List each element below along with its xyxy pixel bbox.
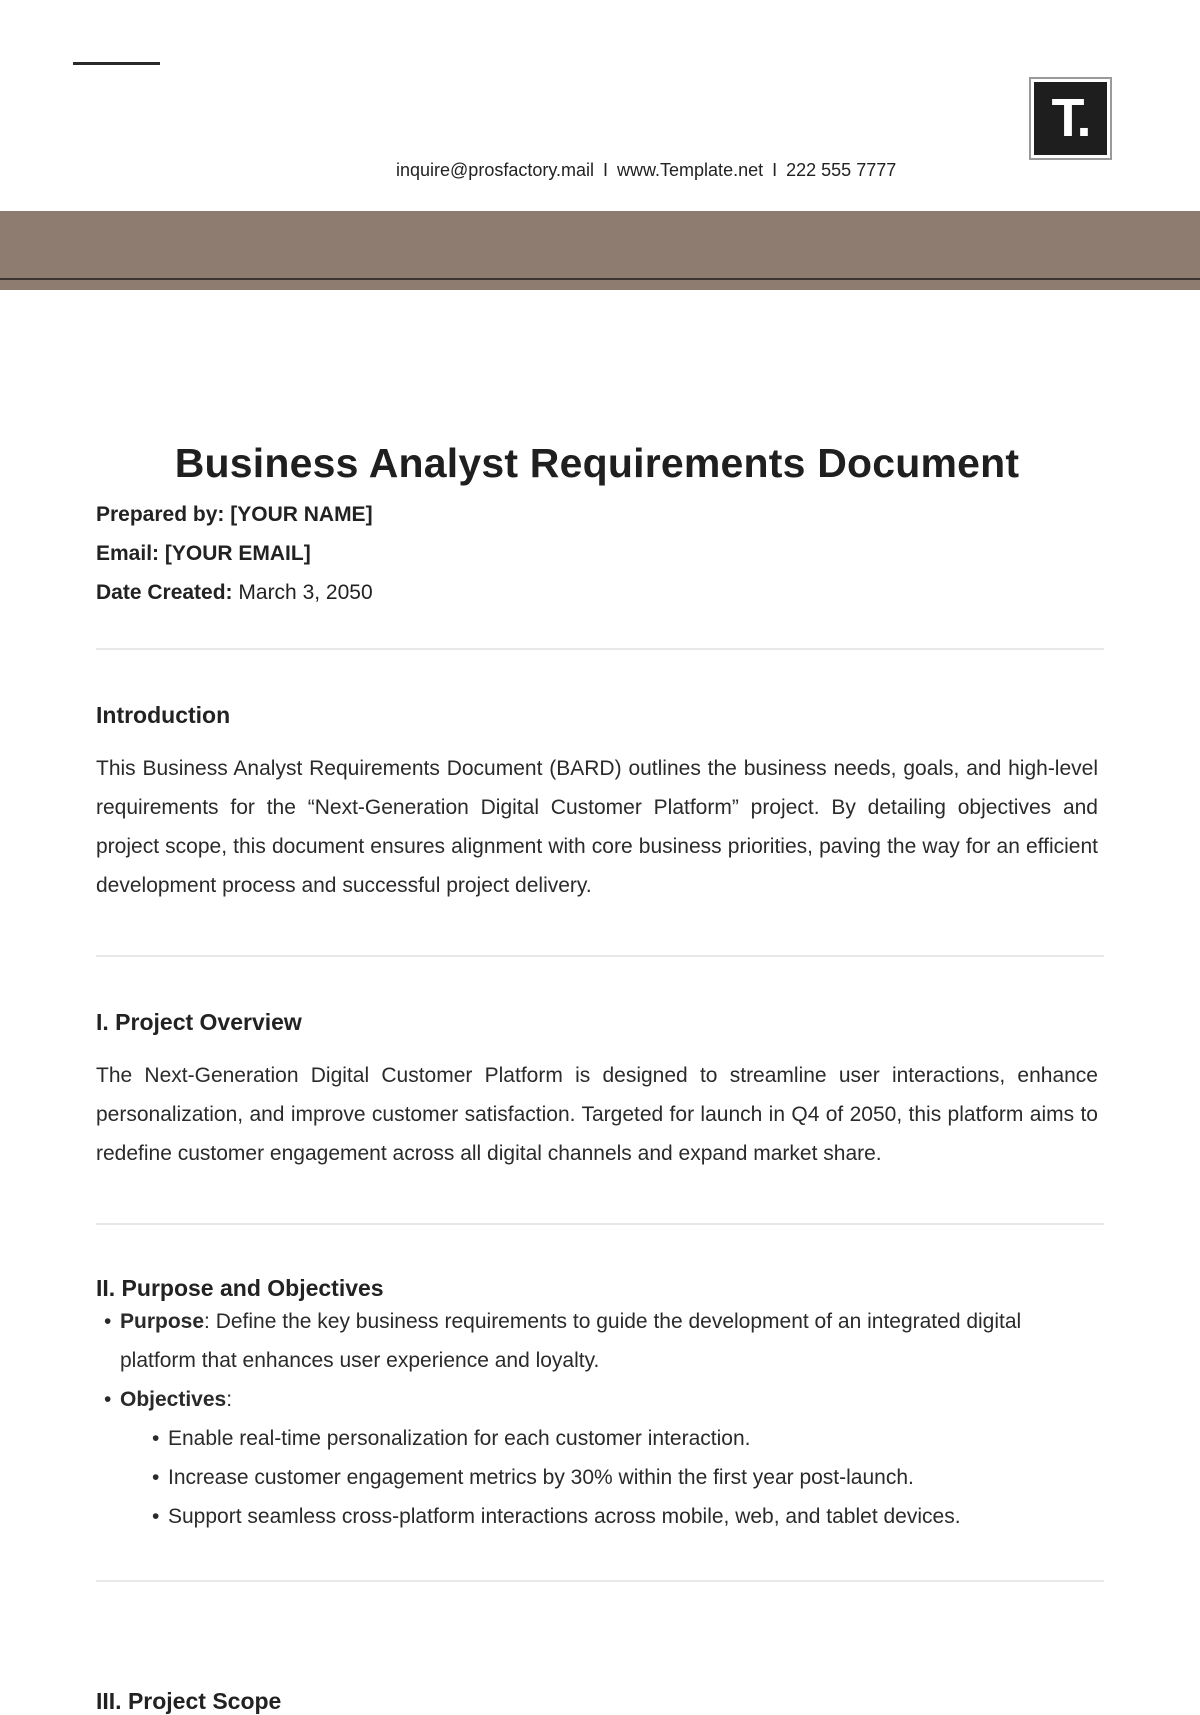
date-created-label: Date Created: xyxy=(96,581,233,604)
prepared-by-value: [YOUR NAME] xyxy=(230,503,373,526)
header-contact-line xyxy=(396,160,896,181)
header-separator: I xyxy=(603,160,609,180)
project-overview-heading: I. Project Overview xyxy=(96,1009,302,1035)
document-body xyxy=(96,440,1098,1582)
header-email[interactable]: inquire@prosfactory.mail xyxy=(396,160,595,180)
email-label: Email: xyxy=(96,542,160,565)
purpose-objectives-list xyxy=(96,1302,1098,1536)
date-created-value: March 3, 2050 xyxy=(238,581,373,604)
objectives-label: Objectives xyxy=(120,1388,227,1411)
header-decorative-dash xyxy=(73,62,160,65)
purpose-text: : Define the key business requirements to guide the development of an integrated digital platform that enhances user experience and loyalty. xyxy=(120,1310,1022,1372)
introduction-body: This Business Analyst Requirements Document (BARD) outlines the business needs, goals, and high-level requirements for the “Next-Generation Digital Customer Platform” project. By detailing objectives and project scope, this document ensures alignment with core business priorities, paving the way for an efficient development process and successful project delivery. xyxy=(96,757,1098,897)
prepared-by-line xyxy=(96,495,1098,534)
email-line xyxy=(96,534,1098,573)
project-overview-body: The Next-Generation Digital Customer Platform is designed to streamline user interactions, enhance personalization, and improve customer satisfaction. Targeted for launch in Q4 of 2050, this platform aims to redefine customer engagement across all digital channels and expand market share. xyxy=(96,1064,1098,1165)
date-created-line xyxy=(96,573,1098,612)
objectives-sublist xyxy=(120,1419,1098,1536)
purpose-label: Purpose xyxy=(120,1310,205,1333)
list-item xyxy=(96,1302,1098,1380)
email-value: [YOUR EMAIL] xyxy=(164,542,311,565)
document-title: Business Analyst Requirements Document xyxy=(174,440,1020,486)
objectives-suffix: : xyxy=(226,1388,233,1411)
introduction-heading: Introduction xyxy=(96,702,231,728)
header-separator: I xyxy=(772,160,778,180)
list-item xyxy=(96,1380,1098,1536)
purpose-objectives-heading: II. Purpose and Objectives xyxy=(96,1275,384,1301)
template-logo xyxy=(1029,77,1112,160)
list-item: • Enable real-time personalization for each customer interaction. xyxy=(120,1419,1098,1458)
template-logo-icon: T. xyxy=(1034,82,1107,155)
section-divider xyxy=(96,1580,1104,1582)
header-band-lower xyxy=(0,280,1200,290)
header-band xyxy=(0,211,1200,278)
header-website[interactable]: www.Template.net xyxy=(617,160,764,180)
prepared-by-label: Prepared by: xyxy=(96,503,225,526)
project-scope-heading: III. Project Scope xyxy=(96,1688,282,1714)
header-phone: 222 555 7777 xyxy=(786,160,897,180)
list-item: • Increase customer engagement metrics by 30% within the first year post-launch. xyxy=(120,1458,1098,1497)
list-item: • Support seamless cross-platform interactions across mobile, web, and tablet devices. xyxy=(120,1497,1098,1536)
